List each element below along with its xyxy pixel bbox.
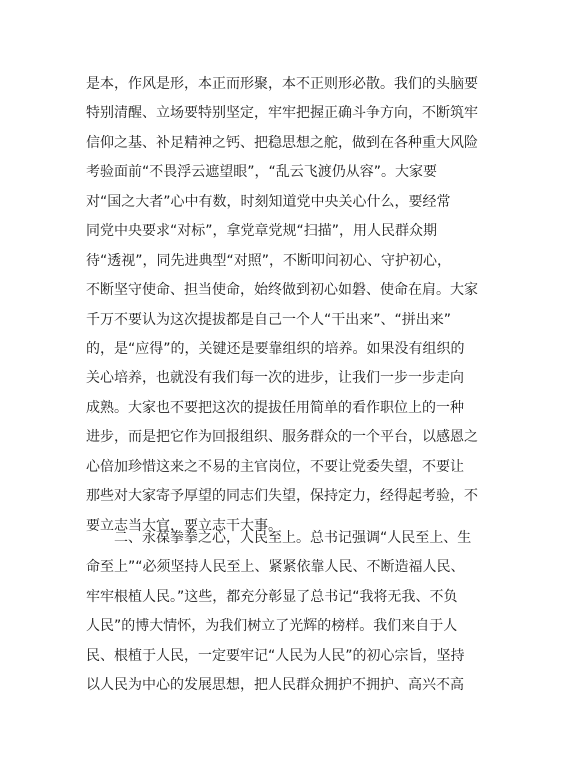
text-line: 的，是“应得”的，关键还是要靠组织的培养。如果没有组织的 — [86, 340, 465, 357]
text-line: 以人民为中心的发展思想，把人民群众拥护不拥护、高兴不高 — [86, 677, 464, 694]
text-line: 关心培养，也就没有我们每一次的进步，让我们一步一步走向 — [86, 370, 464, 387]
text-line: 民、根植于人民，一定要牢记“人民为人民”的初心宗旨，坚持 — [86, 647, 465, 664]
text-line: 牢牢根植人民。”这些，都充分彰显了总书记“我将无我、不负 — [86, 588, 458, 605]
text-line: 二、永葆拳拳之心，人民至上。总书记强调“人民至上、生 — [114, 530, 472, 546]
text-line: 成熟。大家也不要把这次的提拔任用简单的看作职位上的一种 — [86, 399, 464, 416]
text-line: 是本，作风是形，本正而形聚，本不正则形必散。我们的头脑要 — [86, 76, 478, 92]
text-line: 那些对大家寄予厚望的同志们失望，保持定力，经得起考验，不 — [86, 488, 478, 505]
text-line: 信仰之基、补足精神之钙、把稳思想之舵，做到在各种重大风险 — [86, 134, 478, 151]
text-line: 人民”的博大情怀，为我们树立了光辉的榜样。我们来自于人 — [86, 618, 458, 635]
text-line: 待“透视”，同先进典型“对照”，不断叩问初心、守护初心， — [86, 252, 452, 269]
text-line: 考验面前“不畏浮云遮望眼”，“乱云飞渡仍从容”。大家要 — [86, 164, 438, 181]
text-line: 命至上”“必须坚持人民至上、紧紧依靠人民、不断造福人民、 — [86, 559, 465, 576]
text-line: 进步，而是把它作为回报组织、服务群众的一个平台，以感恩之 — [86, 429, 478, 446]
text-line: 同党中央要求“对标”，拿党章党规“扫描”，用人民群众期 — [86, 223, 438, 240]
text-line: 不断坚守使命、担当使命，始终做到初心如磐、使命在肩。大家 — [86, 282, 478, 299]
paragraph-1 — [86, 70, 506, 541]
text-line: 千万不要认为这次提拔都是自己一个人“干出来”、“拼出来” — [86, 311, 452, 328]
text-line: 特别清醒、立场要特别坚定，牢牢把握正确斗争方向，不断筑牢 — [86, 105, 478, 122]
text-line: 要立志当大官，要立志干大事。 — [86, 517, 282, 534]
text-line: 对“国之大者”心中有数，时刻知道党中央关心什么，要经常 — [86, 193, 451, 210]
text-line: 心倍加珍惜这来之不易的主官岗位，不要让党委失望，不要让 — [86, 458, 464, 475]
paragraph-2 — [86, 524, 506, 701]
